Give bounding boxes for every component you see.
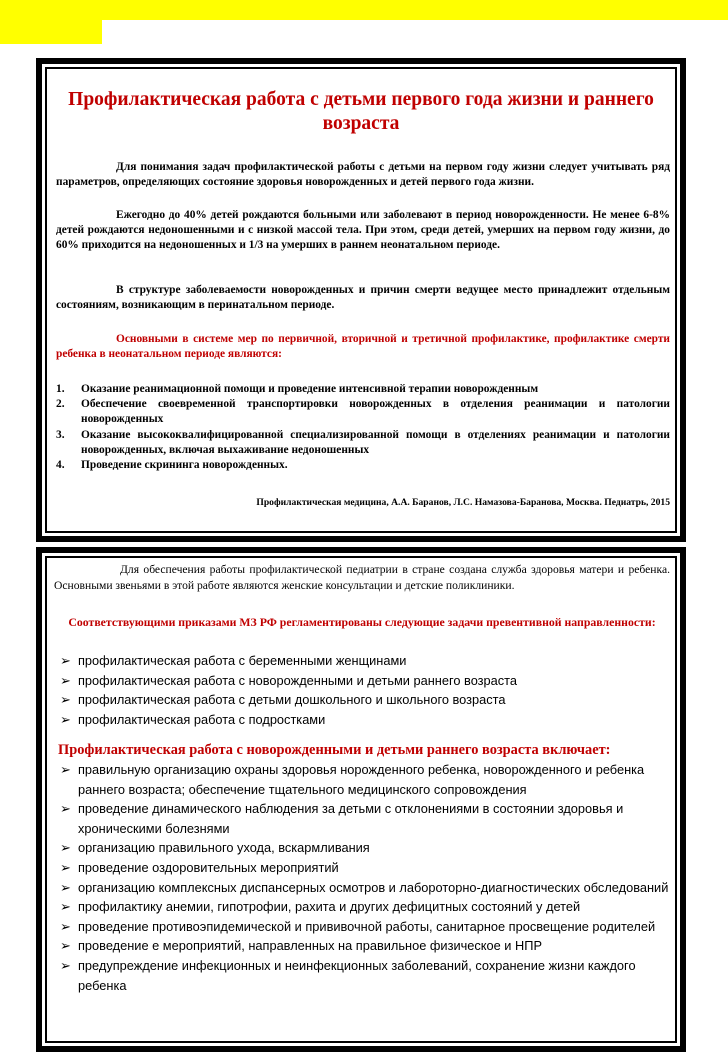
- list-item-text: профилактику анемии, гипотрофии, рахита и других дефицитных состояний у детей: [78, 899, 581, 915]
- measures-list: [56, 382, 670, 473]
- list-number: 4.: [56, 459, 65, 472]
- list-number: 3.: [56, 428, 65, 441]
- list-item: [56, 397, 670, 427]
- includes-heading: Профилактическая работа с новорожденными и детьми раннего возраста включает:: [58, 742, 611, 758]
- arrow-bullet-icon: ➢: [60, 957, 71, 973]
- list-item-text: правильную организацию охраны здоровья норожденного ребенка, новорожденного и ребенка раннего возраста; обеспечение тщательного медицинского сопровождения: [78, 762, 645, 797]
- arrow-bullet-icon: ➢: [60, 840, 71, 856]
- arrow-bullet-icon: ➢: [60, 692, 71, 708]
- list-item-text: проведение динамического наблюдения за детьми с отклонениями в состоянии здоровья и хроническими болезнями: [78, 801, 624, 836]
- paragraph-statistics: Ежегодно до 40% детей рождаются больными или заболевают в период новорожденности. Не менее 6-8% детей рождаются недоношенными и с низкой массой тела. При этом, среди детей, умерших на первом году жизни, до 60% приходится на недоношенных и 1/3 на умерших в раннем неонатальном периоде.: [56, 209, 670, 252]
- arrow-bullet-icon: ➢: [60, 801, 71, 817]
- paragraph-service-intro: Для обеспечения работы профилактической педиатрии в стране создана служба здоровья матери и ребенка. Основными звеньями в этой работе являются женские консультации и детские поликлиники.: [54, 563, 670, 592]
- list-item: [56, 458, 670, 473]
- list-item-text: проведение оздоровительных мероприятий: [78, 859, 339, 875]
- orders-heading: Соответствующими приказами МЗ РФ регламентированы следующие задачи превентивной направленности:: [68, 615, 656, 629]
- includes-list: [60, 760, 670, 995]
- list-number: 2.: [56, 398, 65, 411]
- arrow-bullet-icon: ➢: [60, 711, 71, 727]
- list-item: [60, 917, 670, 937]
- list-item-text: предупреждение инфекционных и неинфекционных заболеваний, сохранение жизни каждого ребенка: [78, 957, 636, 993]
- list-item-text: Обеспечение своевременной транспортировки новорожденных в отделения реанимации и патологии новорожденных: [81, 398, 670, 426]
- list-item-text: проведение противоэпидемической и прививочной работы, санитарное просвещение родителей: [78, 918, 656, 934]
- arrow-bullet-icon: ➢: [60, 899, 71, 915]
- paragraph-morbidity: В структуре заболеваемости новорожденных и причин смерти ведущее место принадлежит отдельным состояниям, возникающим в перинатальном периоде.: [56, 284, 670, 312]
- top-highlight-tab: [0, 20, 102, 44]
- measures-heading: Основными в системе мер по первичной, вторичной и третичной профилактике, профилактике смерти ребенка в неонатальном периоде являются:: [56, 333, 670, 361]
- arrow-bullet-icon: ➢: [60, 859, 71, 875]
- arrow-bullet-icon: ➢: [60, 653, 71, 668]
- list-item-text: профилактическая работа с детьми дошкольного и школьного возраста: [78, 692, 506, 708]
- list-item: [60, 690, 670, 710]
- list-item: [56, 382, 670, 397]
- arrow-bullet-icon: ➢: [60, 672, 71, 688]
- list-item: [60, 710, 670, 730]
- list-item: [60, 760, 670, 799]
- list-item: [56, 428, 670, 458]
- list-item: [60, 878, 670, 898]
- arrow-bullet-icon: ➢: [60, 918, 71, 934]
- list-item: [60, 956, 670, 995]
- panel-title: Профилактическая работа с детьми первого года жизни и раннего возраста: [68, 89, 654, 134]
- list-item: [60, 799, 670, 838]
- list-item: [60, 858, 670, 878]
- list-item: [60, 838, 670, 858]
- list-item-text: Оказание высококвалифицированной специализированной помощи в отделениях реанимации и патологии новорожденных, включая выхаживание недоношенных: [81, 428, 670, 456]
- list-item-text: проведение е мероприятий, направленных на правильное физическое и НПР: [78, 938, 542, 954]
- list-number: 1.: [56, 383, 65, 395]
- list-item-text: профилактическая работа с подростками: [78, 711, 326, 727]
- panel-first-year-prevention: [36, 58, 686, 542]
- list-item-text: Оказание реанимационной помощи и проведение интенсивной терапии новорожденным: [81, 383, 539, 395]
- citation: Профилактическая медицина, А.А. Баранов, Л.С. Намазова-Баранова, Москва. Педиатрь, 2015: [256, 497, 670, 508]
- list-item: [60, 897, 670, 917]
- tasks-list: [60, 651, 670, 729]
- paragraph-intro: Для понимания задач профилактической работы с детьми на первом году жизни следует учитывать ряд параметров, определяющих состояние здоровья новорожденных и детей первого года жизни.: [56, 161, 670, 189]
- arrow-bullet-icon: ➢: [60, 879, 71, 895]
- list-item-text: Проведение скрининга новорожденных.: [81, 459, 288, 472]
- list-item-text: профилактическая работа с новорожденными и детьми раннего возраста: [78, 672, 518, 688]
- list-item-text: профилактическая работа с беременными женщинами: [78, 653, 407, 668]
- list-item: [60, 671, 670, 691]
- list-item: [60, 651, 670, 671]
- top-highlight-bar: [0, 0, 728, 20]
- list-item: [60, 936, 670, 956]
- list-item-text: организацию правильного ухода, вскармливания: [78, 840, 370, 856]
- list-item-text: организацию комплексных диспансерных осмотров и лабороторно-диагностических обследований: [78, 879, 669, 895]
- arrow-bullet-icon: ➢: [60, 938, 71, 954]
- panel-maternal-child-service: [36, 547, 686, 1052]
- arrow-bullet-icon: ➢: [60, 762, 71, 777]
